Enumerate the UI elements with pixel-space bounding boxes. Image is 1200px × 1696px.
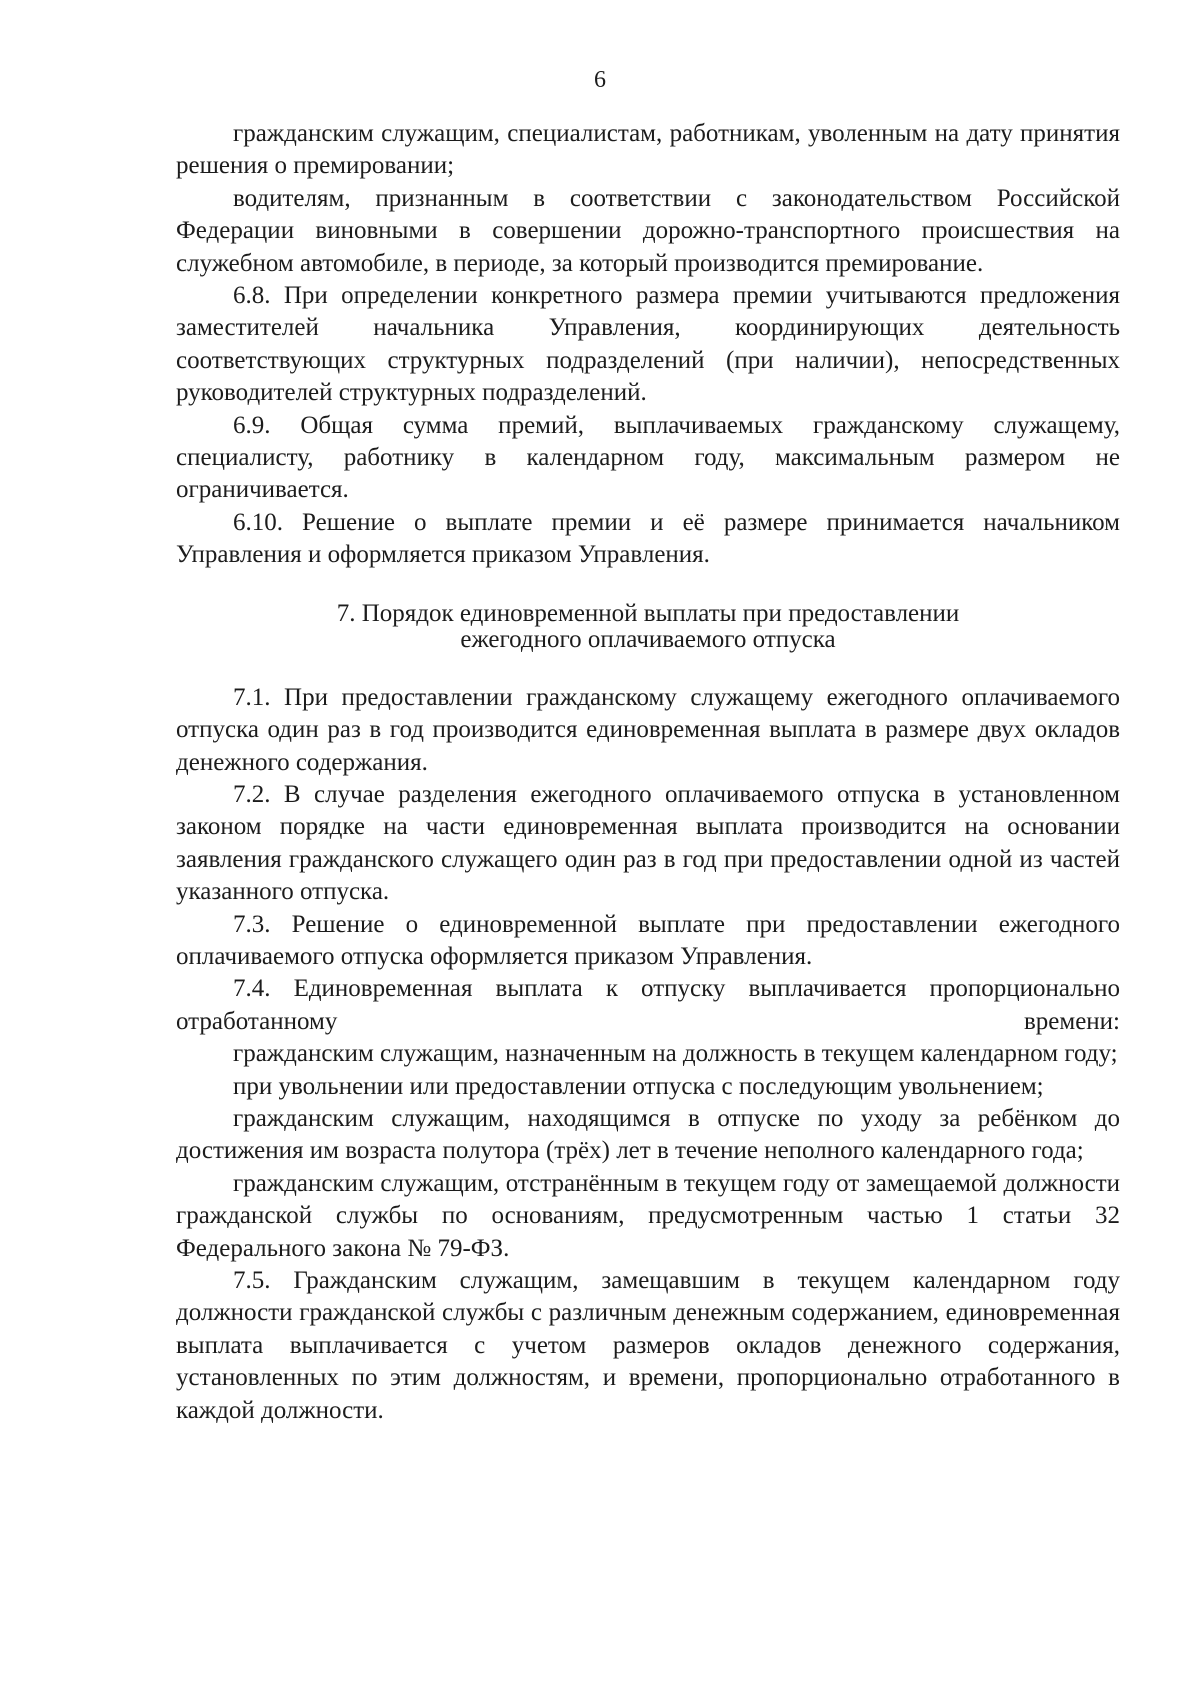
paragraph-childcare-leave: гражданским служащим, находящимся в отпуске по уходу за ребёнком до достижения им возраста полутора (трёх) лет в течение неполного календарного года; [176,1104,1120,1165]
paragraph-6-8: 6.8. При определении конкретного размера премии учитываются предложения заместителей начальника Управления, координирующих деятельность соответствующих структурных подразделений (при наличии), непосредственных руководителей структурных подразделений. [176,282,1120,407]
paragraph-drivers: водителям, признанным в соответствии с законодательством Российской Федерации виновными в совершении дорожно-транспортного происшествия на служебном автомобиле, в периоде, за который производится премирование. [176,184,1120,277]
paragraph-dismissal: при увольнении или предоставлении отпуска с последующим увольнением; [233,1072,1044,1100]
paragraph-6-10: 6.10. Решение о выплате премии и её размере принимается начальником Управления и оформляется приказом Управления. [176,508,1120,569]
paragraph-7-3: 7.3. Решение о единовременной выплате при предоставлении ежегодного оплачиваемого отпуска оформляется приказом Управления. [176,910,1120,970]
document-body [176,118,1120,1427]
paragraph-7-1: 7.1. При предоставлении гражданскому служащему ежегодного оплачиваемого отпуска один раз в год производится единовременная выплата в размере двух окладов денежного содержания. [176,683,1120,776]
paragraph-dismissed-employees: гражданским служащим, специалистам, работникам, уволенным на дату принятия решения о премировании; [176,120,1120,180]
section-7-heading [176,601,1120,653]
section-7-heading-line1: 7. Порядок единовременной выплаты при предоставлении [336,599,960,627]
page-number: 6 [594,67,606,93]
paragraph-6-9: 6.9. Общая сумма премий, выплачиваемых гражданскому служащему, специалисту, работнику в календарном году, максимальным размером не ограничивается. [176,411,1120,504]
paragraph-7-2: 7.2. В случае разделения ежегодного оплачиваемого отпуска в установленном законом порядке на части единовременная выплата производится на основании заявления гражданского служащего один раз в год при предоставлении одной из частей указанного отпуска. [176,780,1120,906]
paragraph-suspended-employees: гражданским служащим, отстранённым в текущем году от замещаемой должности гражданской службы по основаниям, предусмотренным частью 1 статьи 32 Федерального закона № 79-ФЗ. [176,1169,1120,1262]
paragraph-7-5: 7.5. Гражданским служащим, замещавшим в текущем календарном году должности гражданской службы с различным денежным содержанием, единовременная выплата выплачивается с учетом размеров окладов денежного содержания, установленных по этим должностям, и времени, пропорционально отработанного в каждой должности. [176,1267,1120,1424]
paragraph-appointed-employees: гражданским служащим, назначенным на должность в текущем календарном году; [233,1040,1118,1068]
section-7-heading-line2: ежегодного оплачиваемого отпуска [460,625,836,653]
paragraph-7-4: 7.4. Единовременная выплата к отпуску выплачивается пропорционально отработанному времени: [176,975,1120,1035]
